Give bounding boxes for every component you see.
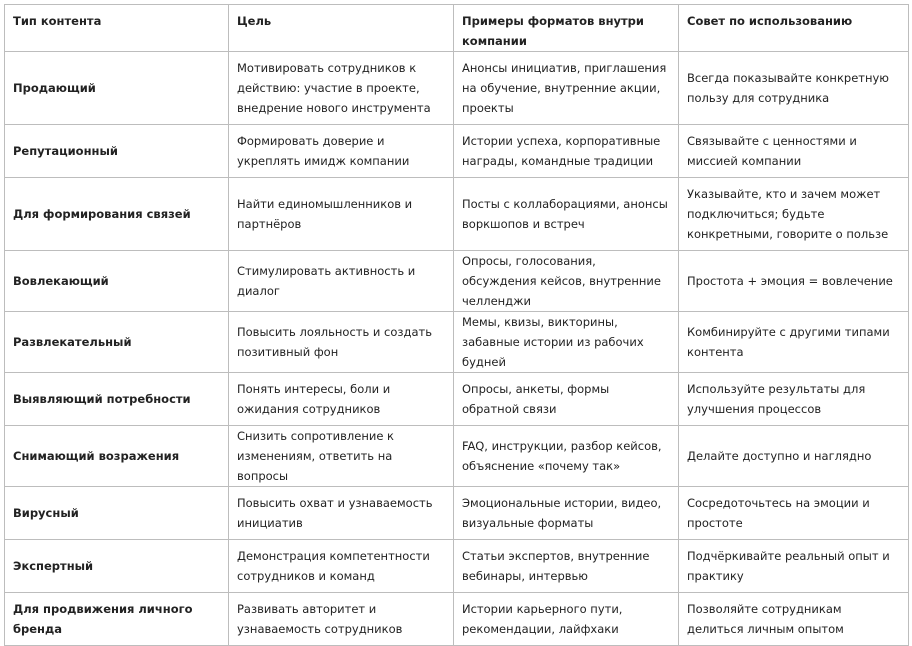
examples-cell: Эмоциональные истории, видео, визуальные форматы xyxy=(454,487,679,540)
header-row xyxy=(5,5,909,52)
header-advice: Совет по использованию xyxy=(679,5,909,52)
advice-cell: Подчёркивайте реальный опыт и практику xyxy=(679,540,909,593)
examples-cell: Посты с коллаборациями, анонсы воркшопов и встреч xyxy=(454,178,679,251)
header-examples: Примеры форматов внутри компании xyxy=(454,5,679,52)
table-row xyxy=(5,593,909,646)
content-type-cell: Для формирования связей xyxy=(5,178,229,251)
content-type-cell: Развлекательный xyxy=(5,312,229,373)
goal-cell: Развивать авторитет и узнаваемость сотрудников xyxy=(229,593,454,646)
content-type-cell: Снимающий возражения xyxy=(5,426,229,487)
goal-cell: Демонстрация компетентности сотрудников и команд xyxy=(229,540,454,593)
advice-cell: Всегда показывайте конкретную пользу для сотрудника xyxy=(679,52,909,125)
goal-cell: Найти единомышленников и партнёров xyxy=(229,178,454,251)
advice-cell: Делайте доступно и наглядно xyxy=(679,426,909,487)
header-goal: Цель xyxy=(229,5,454,52)
table-row xyxy=(5,178,909,251)
advice-cell: Комбинируйте с другими типами контента xyxy=(679,312,909,373)
header-content-type: Тип контента xyxy=(5,5,229,52)
examples-cell: FAQ, инструкции, разбор кейсов, объяснение «почему так» xyxy=(454,426,679,487)
advice-cell: Сосредоточьтесь на эмоции и простоте xyxy=(679,487,909,540)
table-row xyxy=(5,373,909,426)
advice-cell: Связывайте с ценностями и миссией компании xyxy=(679,125,909,178)
examples-cell: Статьи экспертов, внутренние вебинары, интервью xyxy=(454,540,679,593)
examples-cell: Опросы, голосования, обсуждения кейсов, внутренние челленджи xyxy=(454,251,679,312)
examples-cell: Анонсы инициатив, приглашения на обучение, внутренние акции, проекты xyxy=(454,52,679,125)
table-row xyxy=(5,426,909,487)
examples-cell: Опросы, анкеты, формы обратной связи xyxy=(454,373,679,426)
goal-cell: Повысить лояльность и создать позитивный фон xyxy=(229,312,454,373)
table-row xyxy=(5,125,909,178)
advice-cell: Указывайте, кто и зачем может подключиться; будьте конкретными, говорите о пользе xyxy=(679,178,909,251)
table-row xyxy=(5,540,909,593)
table-body xyxy=(5,52,909,646)
advice-cell: Позволяйте сотрудникам делиться личным опытом xyxy=(679,593,909,646)
table-row xyxy=(5,312,909,373)
table-row xyxy=(5,251,909,312)
goal-cell: Снизить сопротивление к изменениям, ответить на вопросы xyxy=(229,426,454,487)
goal-cell: Мотивировать сотрудников к действию: участие в проекте, внедрение нового инструмента xyxy=(229,52,454,125)
table-header xyxy=(5,5,909,52)
content-types-table xyxy=(4,4,909,646)
advice-cell: Используйте результаты для улучшения процессов xyxy=(679,373,909,426)
examples-cell: Истории успеха, корпоративные награды, командные традиции xyxy=(454,125,679,178)
goal-cell: Стимулировать активность и диалог xyxy=(229,251,454,312)
table-row xyxy=(5,52,909,125)
content-type-cell: Вирусный xyxy=(5,487,229,540)
content-type-cell: Для продвижения личного бренда xyxy=(5,593,229,646)
content-type-cell: Продающий xyxy=(5,52,229,125)
content-type-cell: Экспертный xyxy=(5,540,229,593)
examples-cell: Мемы, квизы, викторины, забавные истории из рабочих будней xyxy=(454,312,679,373)
content-type-cell: Вовлекающий xyxy=(5,251,229,312)
goal-cell: Формировать доверие и укреплять имидж компании xyxy=(229,125,454,178)
goal-cell: Понять интересы, боли и ожидания сотрудников xyxy=(229,373,454,426)
content-type-cell: Репутационный xyxy=(5,125,229,178)
content-type-cell: Выявляющий потребности xyxy=(5,373,229,426)
examples-cell: Истории карьерного пути, рекомендации, лайфхаки xyxy=(454,593,679,646)
advice-cell: Простота + эмоция = вовлечение xyxy=(679,251,909,312)
goal-cell: Повысить охват и узнаваемость инициатив xyxy=(229,487,454,540)
table-row xyxy=(5,487,909,540)
